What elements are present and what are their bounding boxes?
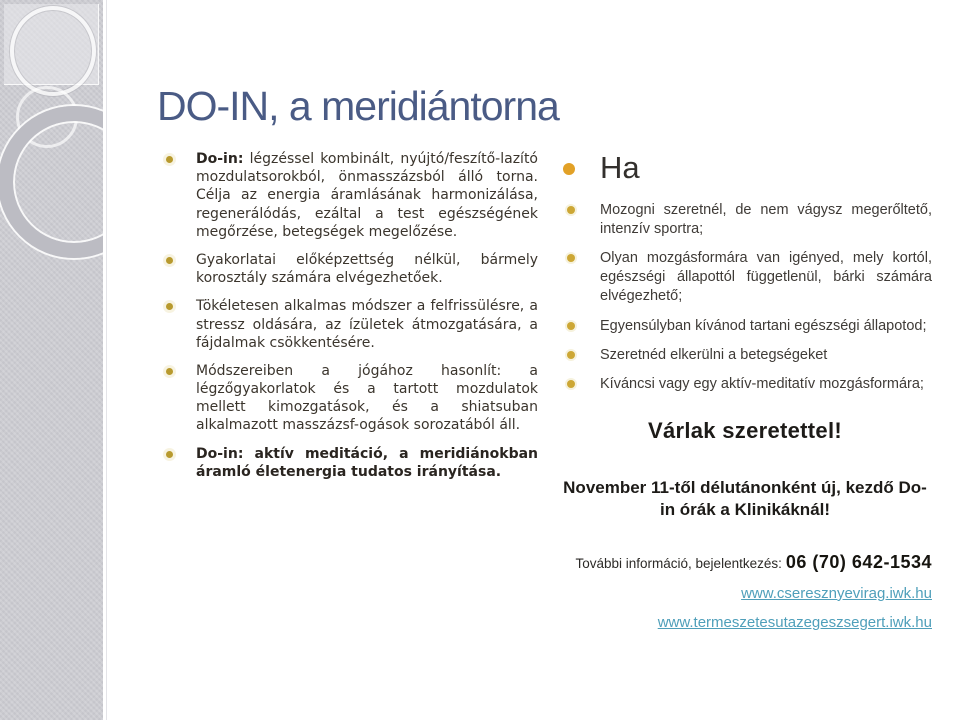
bullet-icon: [166, 156, 173, 163]
bullet-icon: [166, 257, 173, 264]
slide-title: DO-IN, a meridiántorna: [157, 83, 559, 130]
left-bullet-list: [160, 150, 538, 481]
list-item: [558, 201, 932, 239]
list-item: [160, 362, 538, 435]
bullet-text: Módszereiben a jógához hasonlít: a légzőgyakorlatok és a tartott mozdulatok mellett kimozgatások, és a shiatsuban alkalmazott masszázsf-ogások sorozatából áll.: [196, 362, 538, 434]
bullet-icon: [166, 303, 173, 310]
announcement: November 11-től délutánonként új, kezdő Do-in órák a Klinikáknál!: [563, 477, 927, 520]
right-heading: Ha: [600, 150, 640, 185]
list-item: [558, 346, 932, 365]
contact-line: [558, 551, 932, 575]
bullet-text: Egyensúlyban kívánod tartani egészségi állapotod;: [600, 317, 927, 334]
bullet-text: aktív meditáció, a meridiánokban áramló életenergia tudatos irányítása.: [196, 445, 539, 480]
bullet-icon: [567, 322, 575, 330]
list-item: [558, 375, 932, 394]
right-text-column: [558, 148, 932, 632]
list-item: [160, 445, 538, 481]
bullet-text: Mozogni szeretnél, de nem vágysz megerőltető, intenzív sportra;: [600, 201, 932, 238]
sidebar-edge-divider: [106, 0, 107, 720]
bullet-text: Kíváncsi vagy egy aktív-meditatív mozgásformára;: [600, 375, 924, 392]
right-heading-row: [558, 148, 932, 189]
list-item: [558, 249, 932, 306]
bullet-text: Olyan mozgásformára van igényed, mely kortól, egészségi állapottól függetlenül, bárki számára elvégezhető;: [600, 250, 932, 305]
bullet-icon: [563, 163, 575, 175]
list-item: [160, 297, 538, 352]
bullet-bold-prefix: Do-in:: [196, 151, 244, 167]
sidebar-decoration: [0, 0, 103, 720]
contact-label: További információ, bejelentkezés:: [575, 556, 782, 572]
phone-number: 06 (70) 642-1534: [785, 552, 932, 573]
bullet-bold-prefix: Do-in:: [196, 445, 244, 462]
website-link[interactable]: www.cseresznyevirag.iwk.hu: [741, 584, 932, 602]
right-bullet-list: [558, 201, 932, 394]
circle-ornament-icon: [0, 106, 103, 258]
closing-message: Várlak szeretettel!: [647, 417, 843, 443]
bullet-icon: [567, 351, 575, 359]
bullet-icon: [166, 368, 173, 375]
bullet-icon: [567, 380, 575, 388]
bullet-text: Tökéletesen alkalmas módszer a felfrissülésre, a stressz oldására, az ízületek átmozgatására, a fájdalmak csökkentésére.: [196, 298, 538, 351]
website-link[interactable]: www.termeszetesutazegeszsegert.iwk.hu: [657, 613, 932, 631]
list-item: [160, 251, 538, 287]
bullet-icon: [166, 451, 173, 458]
bullet-text: légzéssel kombinált, nyújtó/feszítő-lazító mozdulatsorokból, önmasszázsból álló torna. Célja az energia áramlásának harmonizálása, regenerálódás, ezáltal a test egészségének megőrzése, betegségek megelőzése.: [196, 151, 538, 240]
bullet-icon: [567, 254, 575, 262]
link-list: [558, 584, 932, 633]
list-item: [160, 150, 538, 241]
left-text-column: [160, 150, 538, 491]
circle-ornament-icon: [10, 6, 96, 96]
bullet-text: Gyakorlatai előképzettség nélkül, bármely korosztály számára elvégezhetőek.: [196, 251, 538, 287]
bullet-icon: [567, 206, 575, 214]
bullet-text: Szeretnéd elkerülni a betegségeket: [600, 346, 828, 363]
list-item: [558, 317, 932, 336]
